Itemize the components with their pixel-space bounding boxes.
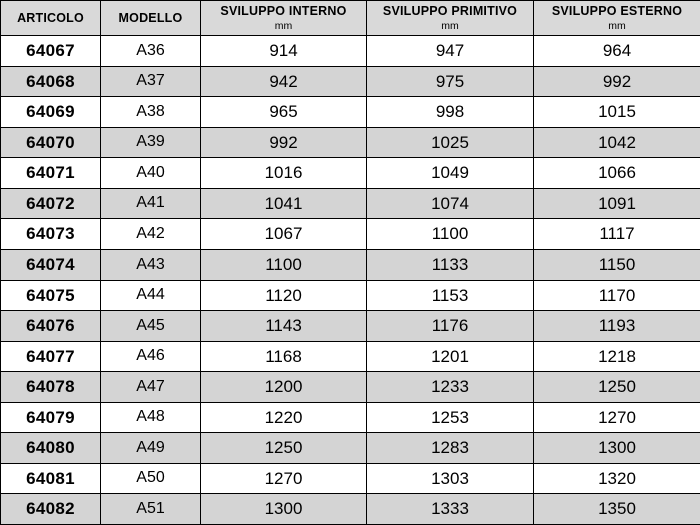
cell-interno: 1250 xyxy=(201,433,367,464)
cell-esterno: 1350 xyxy=(534,494,700,525)
cell-articolo: 64070 xyxy=(1,127,101,158)
cell-primitivo: 1025 xyxy=(367,127,534,158)
table-row xyxy=(1,127,700,158)
cell-interno: 1041 xyxy=(201,188,367,219)
cell-articolo: 64071 xyxy=(1,158,101,189)
cell-esterno: 1117 xyxy=(534,219,700,250)
cell-primitivo: 1176 xyxy=(367,311,534,342)
cell-modello: A51 xyxy=(101,494,201,525)
table-row xyxy=(1,66,700,97)
cell-modello: A48 xyxy=(101,402,201,433)
column-header-sviluppo-interno xyxy=(201,1,367,36)
cell-modello: A37 xyxy=(101,66,201,97)
column-header-sviluppo-interno-unit: mm xyxy=(274,19,293,32)
cell-primitivo: 1283 xyxy=(367,433,534,464)
cell-interno: 1100 xyxy=(201,249,367,280)
cell-modello: A42 xyxy=(101,219,201,250)
cell-interno: 942 xyxy=(201,66,367,97)
cell-esterno: 1150 xyxy=(534,249,700,280)
cell-primitivo: 1049 xyxy=(367,158,534,189)
column-header-sviluppo-primitivo-unit: mm xyxy=(441,19,459,32)
table-row xyxy=(1,219,700,250)
table-row xyxy=(1,188,700,219)
cell-esterno: 1193 xyxy=(534,311,700,342)
cell-articolo: 64082 xyxy=(1,494,101,525)
cell-esterno: 1270 xyxy=(534,402,700,433)
cell-primitivo: 998 xyxy=(367,97,534,128)
cell-articolo: 64079 xyxy=(1,402,101,433)
cell-interno: 1220 xyxy=(201,402,367,433)
cell-interno: 1168 xyxy=(201,341,367,372)
cell-interno: 992 xyxy=(201,127,367,158)
table-row xyxy=(1,372,700,403)
cell-articolo: 64067 xyxy=(1,36,101,67)
table-header xyxy=(1,1,700,36)
cell-modello: A44 xyxy=(101,280,201,311)
cell-esterno: 1170 xyxy=(534,280,700,311)
cell-interno: 965 xyxy=(201,97,367,128)
header-row xyxy=(1,1,700,36)
cell-primitivo: 1153 xyxy=(367,280,534,311)
cell-interno: 1016 xyxy=(201,158,367,189)
cell-modello: A36 xyxy=(101,36,201,67)
table-row xyxy=(1,311,700,342)
column-header-sviluppo-primitivo-label: SVILUPPO PRIMITIVO xyxy=(382,4,518,19)
table-row xyxy=(1,341,700,372)
cell-modello: A50 xyxy=(101,463,201,494)
cell-articolo: 64074 xyxy=(1,249,101,280)
cell-modello: A47 xyxy=(101,372,201,403)
cell-modello: A40 xyxy=(101,158,201,189)
table-row xyxy=(1,494,700,525)
column-header-sviluppo-interno-label: SVILUPPO INTERNO xyxy=(220,4,347,19)
cell-esterno: 1218 xyxy=(534,341,700,372)
cell-articolo: 64068 xyxy=(1,66,101,97)
cell-primitivo: 1100 xyxy=(367,219,534,250)
cell-esterno: 1091 xyxy=(534,188,700,219)
cell-interno: 1200 xyxy=(201,372,367,403)
column-header-modello xyxy=(101,1,201,36)
cell-primitivo: 1253 xyxy=(367,402,534,433)
cell-interno: 1143 xyxy=(201,311,367,342)
cell-articolo: 64081 xyxy=(1,463,101,494)
cell-articolo: 64069 xyxy=(1,97,101,128)
table-row xyxy=(1,280,700,311)
cell-esterno: 992 xyxy=(534,66,700,97)
cell-esterno: 1015 xyxy=(534,97,700,128)
cell-modello: A41 xyxy=(101,188,201,219)
cell-articolo: 64076 xyxy=(1,311,101,342)
cell-primitivo: 1201 xyxy=(367,341,534,372)
cell-esterno: 1250 xyxy=(534,372,700,403)
cell-esterno: 1320 xyxy=(534,463,700,494)
cell-modello: A46 xyxy=(101,341,201,372)
cell-esterno: 964 xyxy=(534,36,700,67)
cell-modello: A45 xyxy=(101,311,201,342)
cell-articolo: 64075 xyxy=(1,280,101,311)
cell-primitivo: 1233 xyxy=(367,372,534,403)
column-header-modello-label: MODELLO xyxy=(118,10,183,25)
cell-articolo: 64072 xyxy=(1,188,101,219)
cell-modello: A43 xyxy=(101,249,201,280)
cell-modello: A38 xyxy=(101,97,201,128)
cell-primitivo: 1303 xyxy=(367,463,534,494)
table-row xyxy=(1,402,700,433)
cell-modello: A49 xyxy=(101,433,201,464)
cell-primitivo: 975 xyxy=(367,66,534,97)
cell-interno: 914 xyxy=(201,36,367,67)
cell-interno: 1120 xyxy=(201,280,367,311)
table-body xyxy=(1,36,700,525)
cell-articolo: 64077 xyxy=(1,341,101,372)
cell-primitivo: 1133 xyxy=(367,249,534,280)
cell-interno: 1270 xyxy=(201,463,367,494)
cell-interno: 1067 xyxy=(201,219,367,250)
column-header-sviluppo-esterno xyxy=(534,1,700,36)
cell-modello: A39 xyxy=(101,127,201,158)
cell-primitivo: 1074 xyxy=(367,188,534,219)
table-row xyxy=(1,97,700,128)
table-row xyxy=(1,249,700,280)
cell-esterno: 1300 xyxy=(534,433,700,464)
column-header-articolo xyxy=(1,1,101,36)
table-row xyxy=(1,36,700,67)
table-row xyxy=(1,433,700,464)
cell-articolo: 64078 xyxy=(1,372,101,403)
cell-primitivo: 1333 xyxy=(367,494,534,525)
cell-interno: 1300 xyxy=(201,494,367,525)
column-header-articolo-label: ARTICOLO xyxy=(17,10,84,25)
column-header-sviluppo-esterno-label: SVILUPPO ESTERNO xyxy=(551,4,683,19)
table-row xyxy=(1,463,700,494)
column-header-sviluppo-primitivo xyxy=(367,1,534,36)
cell-articolo: 64080 xyxy=(1,433,101,464)
cell-esterno: 1066 xyxy=(534,158,700,189)
table-row xyxy=(1,158,700,189)
column-header-sviluppo-esterno-unit: mm xyxy=(608,19,626,32)
cell-articolo: 64073 xyxy=(1,219,101,250)
cell-esterno: 1042 xyxy=(534,127,700,158)
cell-primitivo: 947 xyxy=(367,36,534,67)
